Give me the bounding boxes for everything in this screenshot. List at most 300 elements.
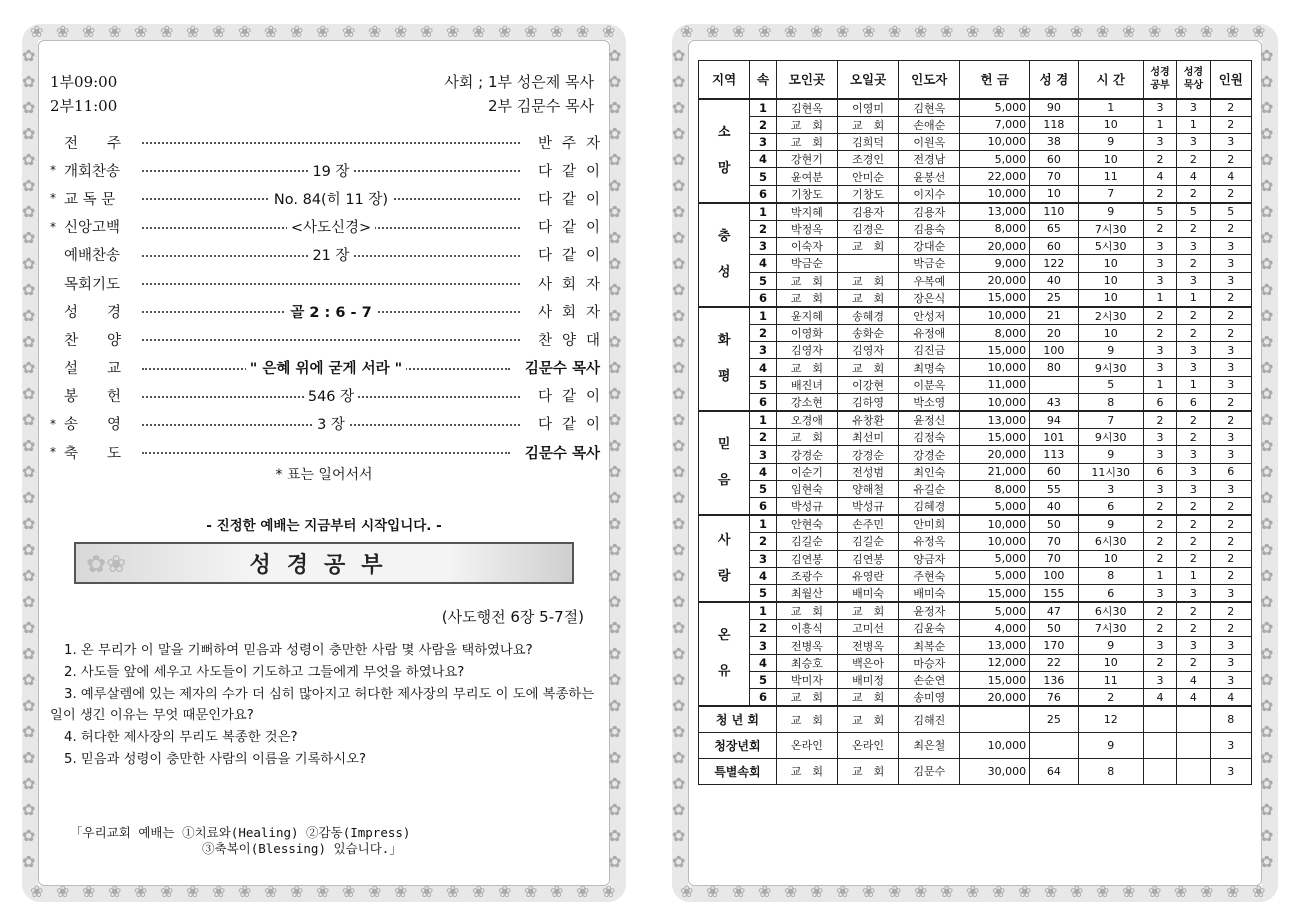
table-cell: 5 [750, 672, 777, 689]
dot-leader [142, 217, 520, 237]
dot-leader [142, 188, 520, 208]
table-cell: 10,000 [960, 515, 1030, 533]
table-cell: 70 [1030, 533, 1079, 550]
table-cell: 6 [750, 289, 777, 307]
table-row [699, 220, 1252, 237]
table-cell: 10 [1078, 272, 1143, 289]
table-cell: 2 [1210, 515, 1251, 533]
order-leader: 찬양대 [537, 332, 610, 349]
banner-title: 성경공부 [249, 552, 399, 578]
flower-icon: ❀ [1200, 882, 1214, 901]
flower-icon: ✿ [1260, 514, 1274, 533]
table-cell: 2 [1078, 689, 1143, 707]
table-cell: 10 [1078, 654, 1143, 671]
flower-icon: ✿ [608, 176, 622, 195]
flower-icon: ❀ [758, 22, 772, 41]
order-item: 예배찬송 [64, 248, 121, 265]
table-cell: 9시30 [1078, 429, 1143, 446]
table-cell: 윤정자 [899, 602, 960, 620]
flower-icon: ❀ [576, 882, 590, 901]
flower-icon: ✿ [608, 124, 622, 143]
order-row [50, 269, 610, 297]
service-hosts [444, 70, 594, 118]
table-cell: 6 [750, 185, 777, 203]
table-cell: 21,000 [960, 463, 1030, 480]
table-row [699, 237, 1252, 254]
table-cell: 2 [750, 220, 777, 237]
flower-icon: ✿ [1260, 644, 1274, 663]
table-cell: 70 [1030, 168, 1079, 185]
flower-icon: ✿ [1260, 228, 1274, 247]
table-row [699, 637, 1252, 654]
flower-icon: ✿ [608, 462, 622, 481]
table-cell: 4 [750, 255, 777, 272]
flower-icon: ✿ [608, 826, 622, 845]
table-cell: 조경인 [838, 151, 899, 168]
table-cell: 3 [1143, 359, 1176, 376]
table-cell: 교 회 [776, 602, 837, 620]
flower-icon: ❀ [810, 22, 824, 41]
flower-icon: ✿ [22, 488, 36, 507]
table-cell: 2 [1177, 411, 1210, 429]
table-cell: 2 [1177, 324, 1210, 341]
flower-icon: ✿ [22, 202, 36, 221]
table-cell: 기창도 [776, 185, 837, 203]
table-cell: 2 [1210, 289, 1251, 307]
flower-icon: ✿ [22, 592, 36, 611]
table-cell: 1 [1143, 116, 1176, 133]
table-cell: 전병옥 [838, 637, 899, 654]
table-row [699, 185, 1252, 203]
order-item: 축 도 [64, 445, 122, 462]
flower-icon: ✿ [1260, 436, 1274, 455]
table-cell: 김하영 [838, 394, 899, 412]
standing-mark: * [50, 416, 56, 431]
standing-mark: * [50, 219, 56, 234]
table-cell: 2 [1143, 654, 1176, 671]
table-cell: 송혜경 [838, 307, 899, 325]
table-cell: 김경은 [838, 220, 899, 237]
table-cell: 8,000 [960, 324, 1030, 341]
table-cell: 2 [1177, 255, 1210, 272]
flower-icon: ✿ [608, 540, 622, 559]
table-cell: 유창환 [838, 411, 899, 429]
table-cell: 110 [1030, 203, 1079, 221]
table-cell: 이영화 [776, 324, 837, 341]
table-cell: 강경순 [838, 446, 899, 463]
flower-icon: ❀ [524, 22, 538, 41]
table-cell: 2 [1143, 550, 1176, 567]
table-cell: 10 [1078, 151, 1143, 168]
table-row [699, 689, 1252, 707]
table-cell: 이분옥 [899, 376, 960, 393]
order-leader: 반주자 [537, 135, 610, 152]
table-cell: 송미영 [899, 689, 960, 707]
table-cell: 3 [750, 637, 777, 654]
table-cell: 1 [1143, 376, 1176, 393]
flower-icon: ✿ [672, 566, 686, 585]
table-cell: 배미숙 [899, 585, 960, 603]
table-cell: 4 [1177, 672, 1210, 689]
flower-icon: ✿ [1260, 124, 1274, 143]
table-cell: 2 [1177, 220, 1210, 237]
flower-icon: ❀ [550, 22, 564, 41]
flower-icon: ✿ [672, 280, 686, 299]
order-detail: 546 장 [304, 385, 358, 406]
flower-icon: ✿ [608, 514, 622, 533]
flower-icon: ✿ [22, 722, 36, 741]
table-cell: 15,000 [960, 585, 1030, 603]
table-cell: 강경순 [899, 446, 960, 463]
table-cell: 10,000 [960, 185, 1030, 203]
order-leader: 김문수 목사 [524, 445, 600, 462]
order-row [50, 325, 610, 353]
table-cell: 교 회 [776, 272, 837, 289]
table-cell: 최월산 [776, 585, 837, 603]
table-cell: 6 [1078, 585, 1143, 603]
table-cell: 4 [750, 151, 777, 168]
flower-icon: ✿ [672, 722, 686, 741]
table-cell: 이강현 [838, 376, 899, 393]
flower-icon: ❀ [1174, 22, 1188, 41]
flower-icon: ✿ [672, 176, 686, 195]
flower-icon: ❀ [1070, 22, 1084, 41]
study-questions [50, 640, 606, 771]
flower-icon: ✿ [672, 540, 686, 559]
table-cell: 최승호 [776, 654, 837, 671]
flower-icon: ✿ [608, 280, 622, 299]
table-cell: 3 [1143, 342, 1176, 359]
table-cell: 13,000 [960, 637, 1030, 654]
flower-icon: ✿ [608, 46, 622, 65]
table-cell: 박소영 [899, 394, 960, 412]
table-cell: 김해진 [899, 706, 960, 732]
table-cell: 김길순 [838, 533, 899, 550]
table-cell: 1 [1177, 116, 1210, 133]
region-cell [699, 203, 750, 307]
table-row [699, 533, 1252, 550]
flower-icon: ❀ [1070, 882, 1084, 901]
table-cell: 김영자 [776, 342, 837, 359]
region-cell [699, 99, 750, 203]
region-cell [699, 307, 750, 411]
table-cell: 김정숙 [899, 429, 960, 446]
order-detail: 3 장 [313, 413, 349, 434]
table-cell: 2 [1143, 533, 1176, 550]
table-cell: 교 회 [838, 706, 899, 732]
table-cell: 30,000 [960, 758, 1030, 784]
column-header: 속 [750, 61, 777, 99]
flower-icon: ✿ [1260, 46, 1274, 65]
table-cell: 최복순 [899, 637, 960, 654]
table-cell: 5,000 [960, 550, 1030, 567]
table-cell: 10 [1078, 324, 1143, 341]
table-cell: 6 [750, 689, 777, 707]
table-cell: 11시30 [1078, 463, 1143, 480]
flower-icon: ❀ [680, 22, 694, 41]
region-name: 랑 [717, 568, 731, 584]
table-cell: 양해철 [838, 480, 899, 497]
table-cell: 10 [1078, 550, 1143, 567]
flower-icon: ❀ [1044, 882, 1058, 901]
table-cell: 47 [1030, 602, 1079, 620]
flower-icon: ❀ [186, 22, 200, 41]
column-header-line: 묵상 [1183, 80, 1204, 92]
table-cell: 10 [1078, 289, 1143, 307]
question: 5. 믿음과 성령이 충만한 사람의 이름을 기록하시오? [64, 752, 366, 767]
table-cell: 9 [1078, 637, 1143, 654]
flower-icon: ✿ [22, 254, 36, 273]
column-header: 시 간 [1078, 61, 1143, 99]
table-cell: 최명숙 [899, 359, 960, 376]
table-cell: 3 [1078, 480, 1143, 497]
table-cell: 9 [1078, 732, 1143, 758]
flower-icon: ✿ [672, 826, 686, 845]
table-row [699, 376, 1252, 393]
question: 4. 허다한 제사장의 무리도 복종한 것은? [64, 730, 298, 745]
column-header-line: 공부 [1150, 80, 1170, 92]
flower-icon: ❀ [680, 882, 694, 901]
table-cell: 2 [1143, 602, 1176, 620]
table-cell: 유길순 [899, 480, 960, 497]
table-cell: 5 [750, 168, 777, 185]
region-name: 망 [717, 160, 731, 176]
table-cell: 20 [1030, 324, 1079, 341]
table-cell: 22,000 [960, 168, 1030, 185]
flower-icon: ✿ [608, 306, 622, 325]
table-cell: 박금순 [776, 255, 837, 272]
table-cell: 100 [1030, 567, 1079, 584]
table-cell: 7,000 [960, 116, 1030, 133]
table-cell: 13,000 [960, 203, 1030, 221]
flower-icon: ✿ [1260, 462, 1274, 481]
table-row [699, 446, 1252, 463]
flower-icon: ✿ [22, 332, 36, 351]
flower-icon: ❀ [238, 882, 252, 901]
table-cell: 1 [1177, 567, 1210, 584]
table-cell: 100 [1030, 342, 1079, 359]
table-cell: 임현숙 [776, 480, 837, 497]
table-cell: 배진녀 [776, 376, 837, 393]
flower-icon: ✿ [22, 514, 36, 533]
flower-icon: ❀ [420, 22, 434, 41]
order-item: 개회찬송 [64, 163, 121, 180]
flower-icon: ❀ [888, 22, 902, 41]
table-row [699, 672, 1252, 689]
table-row [699, 151, 1252, 168]
table-cell: 5,000 [960, 567, 1030, 584]
flower-icon: ❀ [160, 22, 174, 41]
flower-icon: ✿ [22, 436, 36, 455]
table-cell: 9 [1078, 342, 1143, 359]
dot-leader [142, 442, 510, 462]
table-cell: 6시30 [1078, 533, 1143, 550]
flower-icon: ✿ [608, 228, 622, 247]
table-cell: 3 [1143, 429, 1176, 446]
table-cell: 2시30 [1078, 307, 1143, 325]
table-cell [1177, 758, 1210, 784]
table-cell: 4 [1177, 689, 1210, 707]
table-cell: 5 [750, 585, 777, 603]
table-cell: 7시30 [1078, 620, 1143, 637]
table-cell [838, 255, 899, 272]
flower-icon: ✿ [608, 98, 622, 117]
table-cell: 12 [1078, 706, 1143, 732]
flower-icon: ❀ [30, 882, 44, 901]
flower-icon: ❀ [1174, 882, 1188, 901]
table-cell: 76 [1030, 689, 1079, 707]
table-cell: 3 [1143, 585, 1176, 603]
table-cell: 55 [1030, 480, 1079, 497]
column-header: 모인곳 [776, 61, 837, 99]
slogan: - 진정한 예배는 지금부터 시작입니다. - [206, 518, 442, 534]
table-cell: 김윤숙 [899, 620, 960, 637]
table-cell: 김현옥 [899, 99, 960, 117]
flower-icon: ✿ [1260, 774, 1274, 793]
flower-icon: ❀ [56, 22, 70, 41]
table-cell: 6 [1143, 463, 1176, 480]
flower-icon: ❀ [316, 22, 330, 41]
table-cell: 2 [750, 533, 777, 550]
flower-icon: ✿ [608, 696, 622, 715]
flower-icon: ✿ [672, 592, 686, 611]
order-row [50, 297, 610, 325]
host-1: 사회 ; 1부 성은제 목사 [444, 73, 594, 91]
table-cell: 43 [1030, 394, 1079, 412]
flower-icon: ❀ [1018, 22, 1032, 41]
table-cell: 이영미 [838, 99, 899, 117]
table-cell: 6 [1143, 394, 1176, 412]
table-cell: 박미자 [776, 672, 837, 689]
table-row [699, 429, 1252, 446]
column-header: 인도자 [899, 61, 960, 99]
table-row [699, 550, 1252, 567]
table-cell: 2 [750, 429, 777, 446]
flower-icon: ❀ [394, 882, 408, 901]
table-cell: 2 [1210, 116, 1251, 133]
table-cell: 김혜경 [899, 498, 960, 516]
flower-icon: ✿ [22, 306, 36, 325]
flower-icon: ❀ [914, 22, 928, 41]
flower-icon: ❀ [290, 22, 304, 41]
flower-icon: ✿ [22, 98, 36, 117]
group-label: 청 년 회 [699, 706, 777, 732]
table-cell: 유영란 [838, 567, 899, 584]
order-row [50, 438, 600, 466]
flower-icon: ✿ [672, 748, 686, 767]
table-cell: 2 [1210, 620, 1251, 637]
table-row [699, 515, 1252, 533]
group-label: 특별속회 [699, 758, 777, 784]
flower-icon: ✿ [672, 488, 686, 507]
table-row [699, 498, 1252, 516]
flower-icon: ✿ [608, 358, 622, 377]
table-cell: 2 [1143, 324, 1176, 341]
table-cell: 배미숙 [838, 585, 899, 603]
flower-icon: ✿ [1260, 202, 1274, 221]
flower-icon: ✿ [608, 488, 622, 507]
table-row [699, 480, 1252, 497]
table-cell: 2 [1177, 515, 1210, 533]
standing-mark: * [50, 191, 56, 206]
flower-icon: ✿ [1260, 748, 1274, 767]
flower-icon: ❀ [784, 882, 798, 901]
table-cell: 2 [1143, 220, 1176, 237]
table-cell: 2 [1143, 498, 1176, 516]
flower-icon: ✿ [672, 72, 686, 91]
table-cell: 3 [1143, 255, 1176, 272]
dot-leader [142, 329, 520, 349]
question: 1. 온 무리가 이 말을 기뻐하여 믿음과 성령이 충만한 사람 몇 사람을 택하였나요? [64, 643, 533, 658]
order-row [50, 128, 610, 156]
region-name: 유 [717, 664, 731, 680]
flower-icon: ❀ [1226, 22, 1240, 41]
table-cell: 6 [750, 394, 777, 412]
table-cell: 9 [1078, 515, 1143, 533]
flower-icon: ❀ [472, 882, 486, 901]
question: 2. 사도들 앞에 세우고 사도들이 기도하고 그들에게 무엇을 하였나요? [64, 665, 465, 680]
flower-icon: ❀ [732, 22, 746, 41]
table-cell: 2 [1177, 429, 1210, 446]
region-cell [699, 411, 750, 515]
flower-icon: ❀ [264, 882, 278, 901]
table-cell: 2 [1210, 151, 1251, 168]
flower-icon: ❀ [836, 882, 850, 901]
table-cell: 박지혜 [776, 203, 837, 221]
table-cell: 마승자 [899, 654, 960, 671]
table-cell: 조광수 [776, 567, 837, 584]
flower-icon: ✿ [22, 72, 36, 91]
table-cell: 7 [1078, 185, 1143, 203]
service-time-2: 2부11:00 [50, 97, 118, 115]
table-cell: 5,000 [960, 602, 1030, 620]
table-cell: 강대순 [899, 237, 960, 254]
flower-icon: ✿ [22, 150, 36, 169]
flower-icon: ❀ [1044, 22, 1058, 41]
column-header: 성 경 [1030, 61, 1079, 99]
flower-icon: ❀ [108, 882, 122, 901]
table-row [699, 706, 1252, 732]
table-cell: 2 [1177, 620, 1210, 637]
table-cell: 3 [1143, 637, 1176, 654]
table-cell: 김영자 [838, 342, 899, 359]
table-cell: 3 [1210, 480, 1251, 497]
table-cell: 김연봉 [838, 550, 899, 567]
flower-icon: ✿ [672, 514, 686, 533]
table-cell: 윤봉선 [899, 168, 960, 185]
flower-icon: ❀ [368, 22, 382, 41]
table-row [699, 567, 1252, 584]
table-cell: 이원옥 [899, 133, 960, 150]
flower-icon: ✿ [1260, 306, 1274, 325]
flower-icon: ✿ [1260, 488, 1274, 507]
table-row [699, 289, 1252, 307]
flower-icon: ✿ [22, 696, 36, 715]
flower-icon: ❀ [394, 22, 408, 41]
table-cell: 7 [1078, 411, 1143, 429]
table-cell: 3 [1177, 463, 1210, 480]
flower-icon: ✿ [672, 254, 686, 273]
table-cell: 이지수 [899, 185, 960, 203]
flower-icon: ✿ [672, 800, 686, 819]
flower-icon: ❀ [810, 882, 824, 901]
table-cell: 70 [1030, 550, 1079, 567]
table-cell: 7시30 [1078, 220, 1143, 237]
table-cell: 2 [750, 620, 777, 637]
flower-icon: ✿ [608, 436, 622, 455]
flower-icon: ❀ [992, 882, 1006, 901]
flower-icon: ✿ [672, 98, 686, 117]
